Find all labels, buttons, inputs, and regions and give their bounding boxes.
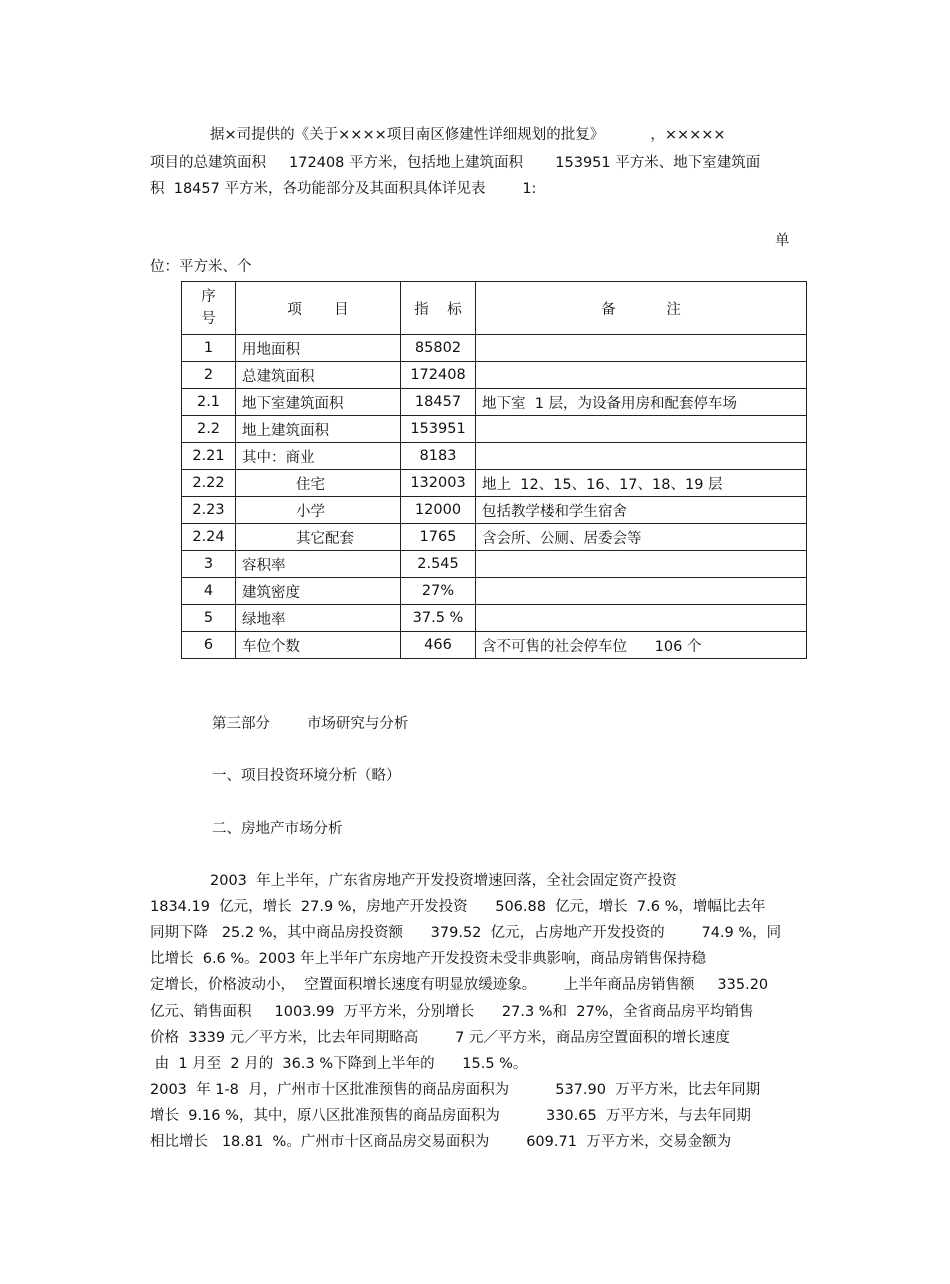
body-line: 比增长 6.6 %。2003 年上半年广东房地产开发投资未受非典影响，商品房销售保持稳 (150, 951, 707, 967)
body-line: 亿元、销售面积 1003.99 万平方米，分别增长 27.3 %和 27%，全省商品房平均销售 (150, 1004, 754, 1020)
row-no: 6 (182, 632, 236, 659)
row-note (476, 578, 807, 605)
row-note: 地上 12、15、16、17、18、19 层 (476, 470, 807, 497)
row-no: 2.24 (182, 524, 236, 551)
row-no: 2.23 (182, 497, 236, 524)
row-item: 车位个数 (236, 632, 401, 659)
row-value: 37.5 % (401, 605, 476, 632)
row-no: 2.21 (182, 443, 236, 470)
subsection-real-estate-market: 二、房地产市场分析 (212, 821, 343, 837)
intro-line-3: 积 18457 平方米，各功能部分及其面积具体详见表 1: (150, 181, 537, 197)
row-note (476, 605, 807, 632)
row-no: 2 (182, 362, 236, 389)
table-row (182, 551, 807, 578)
row-no: 4 (182, 578, 236, 605)
project-indicator-table (181, 281, 807, 659)
table-row (182, 632, 807, 659)
row-value: 27% (401, 578, 476, 605)
table-row (182, 524, 807, 551)
header-no: 序 号 (182, 282, 236, 335)
row-note: 包括教学楼和学生宿舍 (476, 497, 807, 524)
row-no: 2.22 (182, 470, 236, 497)
body-line: 由 1 月至 2 月的 36.3 %下降到上半年的 15.5 %。 (150, 1056, 528, 1072)
row-item: 其它配套 (236, 524, 401, 551)
row-note: 含不可售的社会停车位 106 个 (476, 632, 807, 659)
row-note (476, 335, 807, 362)
row-note (476, 551, 807, 578)
row-value: 132003 (401, 470, 476, 497)
body-line: 定增长，价格波动小， 空置面积增长速度有明显放缓迹象。 上半年商品房销售额 335.20 (150, 977, 769, 993)
row-value: 466 (401, 632, 476, 659)
table-row (182, 362, 807, 389)
row-item: 地上建筑面积 (236, 416, 401, 443)
table-row (182, 497, 807, 524)
body-line: 1834.19 亿元，增长 27.9 %，房地产开发投资 506.88 亿元，增长 7.6 %，增幅比去年 (150, 899, 766, 915)
row-item: 小学 (236, 497, 401, 524)
row-item: 地下室建筑面积 (236, 389, 401, 416)
body-line: 增长 9.16 %，其中，原八区批准预售的商品房面积为 330.65 万平方米，与去年同期 (150, 1108, 751, 1124)
table-row (182, 389, 807, 416)
row-note (476, 416, 807, 443)
row-no: 3 (182, 551, 236, 578)
subsection-investment-environment: 一、项目投资环境分析（略） (212, 768, 401, 784)
row-item: 建筑密度 (236, 578, 401, 605)
row-item: 用地面积 (236, 335, 401, 362)
table-row (182, 443, 807, 470)
section-title: 第三部分 市场研究与分析 (212, 716, 409, 732)
header-note: 备 注 (476, 282, 807, 335)
body-line: 2003 年 1-8 月，广州市十区批准预售的商品房面积为 537.90 万平方米，比去年同期 (150, 1082, 761, 1098)
row-value: 2.545 (401, 551, 476, 578)
body-line: 2003 年上半年，广东省房地产开发投资增速回落，全社会固定资产投资 (210, 873, 677, 889)
unit-label-part1: 单 (775, 233, 790, 249)
body-line: 同期下降 25.2 %，其中商品房投资额 379.52 亿元，占房地产开发投资的 74.9 %，同 (150, 925, 782, 941)
intro-line-2: 项目的总建筑面积 172408 平方米，包括地上建筑面积 153951 平方米、地下室建筑面 (150, 155, 761, 171)
row-note (476, 362, 807, 389)
row-no: 2.2 (182, 416, 236, 443)
row-value: 18457 (401, 389, 476, 416)
table-row (182, 578, 807, 605)
intro-line-1: 据×司提供的《关于××××项目南区修建性详细规划的批复》 ，××××× (210, 127, 726, 143)
body-line: 相比增长 18.81 %。广州市十区商品房交易面积为 609.71 万平方米，交易金额为 (150, 1134, 732, 1150)
table-header-row (182, 282, 807, 335)
body-line: 价格 3339 元／平方米，比去年同期略高 7 元／平方米，商品房空置面积的增长速度 (150, 1030, 730, 1046)
header-index: 指 标 (401, 282, 476, 335)
row-item: 容积率 (236, 551, 401, 578)
table-row (182, 416, 807, 443)
row-item: 总建筑面积 (236, 362, 401, 389)
unit-label-part2: 位：平方米、个 (150, 259, 252, 275)
row-no: 2.1 (182, 389, 236, 416)
row-note (476, 443, 807, 470)
row-value: 12000 (401, 497, 476, 524)
row-value: 153951 (401, 416, 476, 443)
table-row (182, 335, 807, 362)
row-value: 8183 (401, 443, 476, 470)
table-row (182, 470, 807, 497)
row-value: 172408 (401, 362, 476, 389)
row-note: 地下室 1 层，为设备用房和配套停车场 (476, 389, 807, 416)
row-no: 1 (182, 335, 236, 362)
header-item: 项 目 (236, 282, 401, 335)
row-note: 含会所、公厕、居委会等 (476, 524, 807, 551)
row-item: 其中：商业 (236, 443, 401, 470)
row-item: 住宅 (236, 470, 401, 497)
row-value: 85802 (401, 335, 476, 362)
row-value: 1765 (401, 524, 476, 551)
row-item: 绿地率 (236, 605, 401, 632)
row-no: 5 (182, 605, 236, 632)
table-row (182, 605, 807, 632)
